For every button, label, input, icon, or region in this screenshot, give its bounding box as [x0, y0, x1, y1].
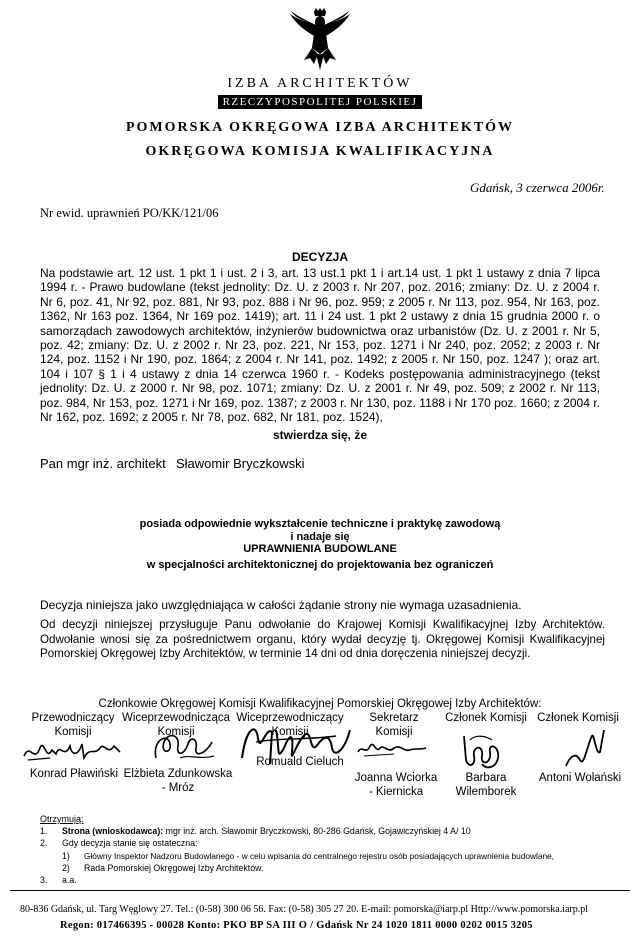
- recipient-2-number: 2.: [40, 838, 48, 848]
- legal-basis-paragraph: Na podstawie art. 12 ust. 1 pkt 1 i ust. 2 i 3, art. 13 ust.1 pkt 1 i art.14 ust. 1 pkt 1 ustawy z dnia 7 lipca 1994 r. - Prawo budowlane (tekst jednolity: Dz. U. z 2003 r. Nr 207, poz. 2016; zmiany: Dz. U. z 2004 r. Nr 6, poz. 41, Nr 92, poz. 881, Nr 93, poz. 888 i Nr 96, poz. 959; z 2005 r. Nr 113, poz. 954, Nr 163, poz. 1362, Nr 163 poz. 1364, Nr 169 poz. 1419); art. 11 i 24 ust. 1 pkt 2 ustawy z dnia 15 grudnia 2000 r. o samorządach zawodowych architektów, inżynierów budownictwa oraz urbanistów (Dz. U. z 2001 r. Nr 5, poz. 42; zmiany: Dz. U. z 2002 r. Nr 23, poz. 221, Nr 153, poz. 1271 i Nr 240, poz. 2052; z 2003 r. Nr 124, poz. 1152 i Nr 190, poz. 1864; z 2004 r. Nr 141, poz. 1492; z 2005 r. Nr 150, poz. 1247 ); oraz art. 104 i 107 § 1 i 4 ustawy z dnia 14 czerwca 1960 r. - Kodeks postępowania administracyjnego (tekst jednolity: Dz. U. z 2000 r. Nr 98, poz. 1071; zmiany: Dz. U. z 2001 r. Nr 49, poz. 509; z 2002 r. Nr 113, poz. 984, Nr 153, poz. 1271 i Nr 169, poz. 1387; z 2003 r. Nr 130, poz. 1188 i Nr 170 poz. 1660; z 2004 r. Nr 162, poz. 1692; z 2005 r. Nr 78, poz. 682, Nr 181, poz. 1524),: [40, 266, 600, 425]
- recipient-2a: Główny Inspektor Nadzoru Budowlanego - w celu wpisania do centralnego rejestru osób posiadających uprawnienia budowlane,: [84, 851, 554, 861]
- recipient-2b: Rada Pomorskiej Okręgowej Izby Architektów.: [84, 863, 264, 873]
- appeal-paragraph: Od decyzji niniejszej przysługuje Panu odwołanie do Krajowej Komisji Kwalifikacyjnej Izby Architektów. Odwołanie wnosi się za pośrednictwem organu, który wydał decyzję tj. Okręgowej Komisji Kwalifikacyjnej Pomorskiej Okręgowej Izby Architektów, w terminie 14 dni od dnia doręczenia niniejszej decyzji.: [40, 618, 605, 661]
- footer-divider: [10, 890, 630, 891]
- member-name-3: Romuald Cieluch: [256, 756, 344, 768]
- person-prefix: Pan mgr inż. architekt: [40, 456, 166, 471]
- recipient-3-number: 3.: [40, 875, 48, 885]
- recipient-3: a.a.: [62, 875, 77, 885]
- recipient-1-number: 1.: [40, 826, 48, 836]
- recipient-2b-number: 2): [62, 863, 70, 873]
- footer-address-line: 80-836 Gdańsk, ul. Targ Węglowy 27. Tel.: (0-58) 300 06 56. Fax: (0-58) 305 27 20. E-mail: pomorska@iarp.pl Http://www.pomorska.iarp.pl: [20, 904, 589, 915]
- signature-2: [150, 728, 220, 764]
- member-name-2: Elżbieta Zdunkowska - Mróz: [123, 768, 233, 794]
- document-title: DECYZJA: [291, 250, 348, 264]
- decision-line1: posiada odpowiednie wykształcenie techniczne i praktykę zawodową: [139, 518, 501, 530]
- statement-line: stwierdza się, że: [272, 428, 368, 442]
- chamber-name: IZBA ARCHITEKTÓW: [227, 76, 413, 91]
- decision-line4: w specjalności architektonicznej do projektowania bez ograniczeń: [146, 558, 494, 571]
- members-header: Członkowie Okręgowej Komisji Kwalifikacyjnej Pomorskiej Okręgowej Izby Architektów:: [98, 698, 542, 710]
- signature-1: [20, 734, 130, 768]
- member-name-1: Konrad Pławiński: [29, 768, 119, 780]
- recipient-2a-number: 1): [62, 851, 70, 861]
- decision-block: [0, 518, 640, 571]
- document-date: Gdańsk, 3 czerwca 2006r.: [470, 180, 605, 195]
- member-role-5: Członek Komisji: [445, 712, 527, 724]
- recipient-2: Gdy decyzja stanie się ostateczna:: [62, 838, 198, 848]
- member-role-3: Wiceprzewodniczący Komisji: [236, 712, 344, 738]
- person-name: Sławomir Bryczkowski: [176, 456, 305, 471]
- member-name-6: Antoni Wolański: [538, 772, 622, 784]
- member-role-2: Wiceprzewodnicząca Komisji: [121, 712, 230, 738]
- org-name-line2: OKRĘGOWA KOMISJA KWALIFIKACYJNA: [145, 144, 495, 159]
- recipient-1: Strona (wnioskodawca): mgr inż. arch. Sławomir Bryczkowski, 80-286 Gdańsk, Gojawiczyńskiej 4 A/ 10: [62, 826, 471, 836]
- footer-account-line: Regon: 017466395 - 00028 Konto: PKO BP SA III O / Gdańsk Nr 24 1020 1811 0000 0202 0015 3205: [60, 920, 533, 931]
- eagle-emblem-icon: [288, 8, 352, 72]
- member-role-1: Przewodniczący Komisji: [31, 712, 115, 738]
- reference-number: Nr ewid. uprawnień PO/KK/121/06: [40, 206, 219, 220]
- signature-6: [556, 726, 610, 772]
- decision-line2: i nadaje się: [290, 530, 350, 543]
- member-name-4: Joanna Wciorka - Kiernicka: [354, 772, 438, 798]
- recipients-header: Otrzymują:: [40, 814, 84, 824]
- member-role-4: Sekretarz Komisji: [369, 712, 419, 738]
- decision-line3: UPRAWNIENIA BUDOWLANE: [243, 543, 397, 555]
- chamber-subtitle: RZECZYPOSPOLITEJ POLSKIEJ: [0, 92, 640, 110]
- signature-5: [456, 730, 506, 772]
- member-role-6: Członek Komisji: [537, 712, 619, 724]
- org-name-line1: POMORSKA OKRĘGOWA IZBA ARCHITEKTÓW: [125, 120, 515, 135]
- no-justification-paragraph: Decyzja niniejsza jako uwzględniająca w całości żądanie strony nie wymaga uzasadnienia.: [40, 598, 522, 612]
- signature-4: [354, 738, 430, 760]
- member-name-5: Barbara Wilemborek: [455, 772, 517, 798]
